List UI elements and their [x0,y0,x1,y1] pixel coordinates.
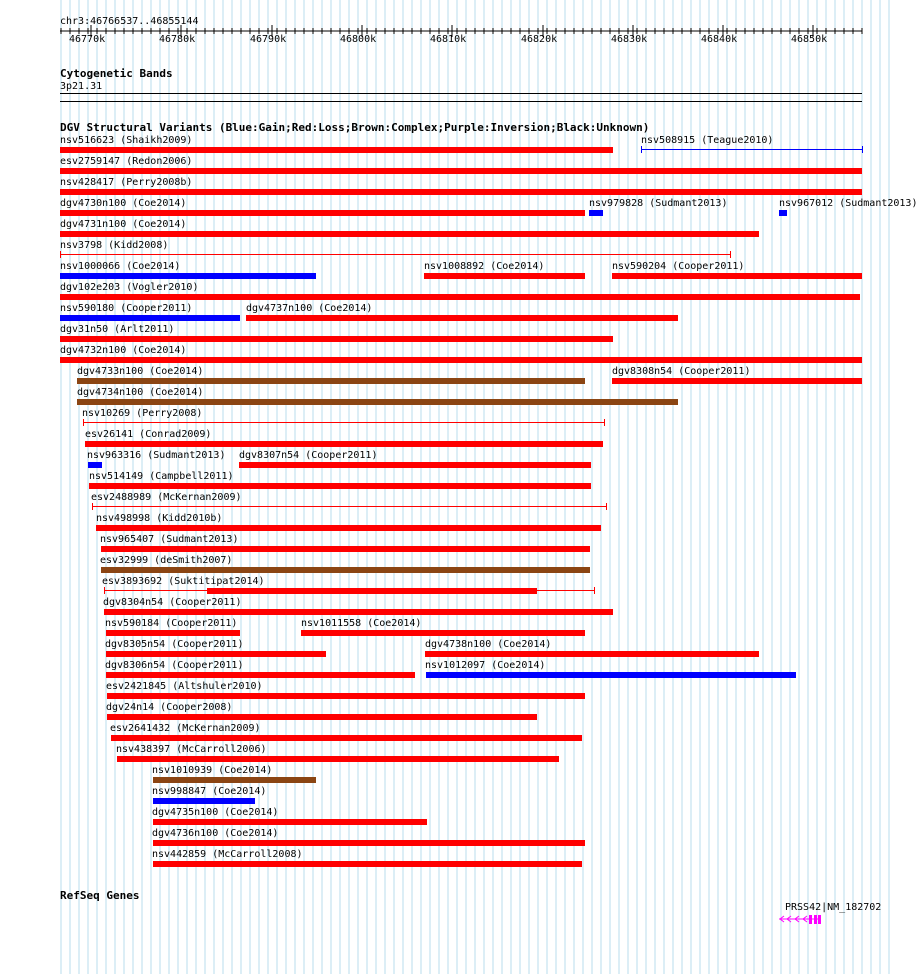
variant-label[interactable]: nsv1011558 (Coe2014) [301,618,422,629]
variant-bar[interactable] [153,819,427,825]
track-divider [60,101,862,102]
variant-bar[interactable] [111,735,582,741]
variant-bar[interactable] [106,672,415,678]
variant-bar[interactable] [92,506,606,507]
ruler-tick-label: 46820k [521,34,558,45]
variant-bar[interactable] [246,315,678,321]
variant-bar[interactable] [101,567,590,573]
variant-bar[interactable] [425,651,759,657]
gene-label[interactable]: PRSS42|NM_182702 [785,902,882,913]
variant-end-tick [604,419,605,426]
variant-label[interactable]: nsv979828 (Sudmant2013) [589,198,728,209]
variant-label[interactable]: nsv1010939 (Coe2014) [152,765,273,776]
variant-bar[interactable] [153,861,582,867]
variant-bar[interactable] [60,336,613,342]
variant-label[interactable]: esv26141 (Conrad2009) [85,429,212,440]
variant-bar[interactable] [60,254,730,255]
position-label: chr3:46766537..46855144 [60,16,199,27]
variant-label[interactable]: nsv1008892 (Coe2014) [424,261,545,272]
variant-label[interactable]: nsv498998 (Kidd2010b) [96,513,223,524]
variant-label[interactable]: dgv4732n100 (Coe2014) [60,345,187,356]
variant-bar[interactable] [107,714,537,720]
variant-end-tick [606,503,607,510]
variant-bar[interactable] [77,378,585,384]
variant-label[interactable]: dgv4731n100 (Coe2014) [60,219,187,230]
variant-label[interactable]: dgv8308n54 (Cooper2011) [612,366,751,377]
variant-bar[interactable] [106,651,326,657]
variant-end-tick [641,146,642,153]
variant-bar[interactable] [60,273,316,279]
variant-bar[interactable] [779,210,787,216]
variant-label[interactable]: dgv8305n54 (Cooper2011) [105,639,244,650]
variant-label[interactable]: nsv428417 (Perry2008b) [60,177,193,188]
variant-bar[interactable] [239,462,591,468]
variant-bar[interactable] [101,546,590,552]
variant-bar[interactable] [77,399,678,405]
variant-label[interactable]: dgv31n50 (Arlt2011) [60,324,175,335]
variant-bar[interactable] [612,273,862,279]
ruler-tick-label: 46780k [159,34,196,45]
variant-bar[interactable] [589,210,603,216]
variant-end-tick [92,503,93,510]
variant-label[interactable]: dgv24n14 (Cooper2008) [106,702,233,713]
variant-bar[interactable] [424,273,585,279]
variant-label[interactable]: dgv4737n100 (Coe2014) [246,303,373,314]
variant-label[interactable]: nsv438397 (McCarroll2006) [116,744,267,755]
cytoband-line [60,93,862,94]
variant-bar[interactable] [106,630,240,636]
variant-bar[interactable] [612,378,862,384]
ruler-tick-label: 46830k [611,34,648,45]
variant-label[interactable]: dgv4734n100 (Coe2014) [77,387,204,398]
variant-label[interactable]: nsv590184 (Cooper2011) [105,618,238,629]
variant-bar[interactable] [60,168,862,174]
variant-label[interactable]: nsv1012097 (Coe2014) [425,660,546,671]
refseq-track-title[interactable]: RefSeq Genes [60,889,140,902]
variant-label[interactable]: esv2641432 (McKernan2009) [110,723,261,734]
variant-label[interactable]: nsv442859 (McCarroll2008) [152,849,303,860]
variant-bar[interactable] [207,588,537,594]
variant-bar[interactable] [117,756,559,762]
variant-label[interactable]: nsv590204 (Cooper2011) [612,261,745,272]
variant-label[interactable]: nsv514149 (Campbell2011) [89,471,234,482]
variant-bar[interactable] [83,422,604,423]
variant-label[interactable]: nsv10269 (Perry2008) [82,408,203,419]
variant-bar[interactable] [641,149,862,150]
variant-bar[interactable] [60,189,862,195]
variant-label[interactable]: nsv3798 (Kidd2008) [60,240,169,251]
cytoband-track-title[interactable]: Cytogenetic Bands [60,67,173,80]
variant-label[interactable]: nsv590180 (Cooper2011) [60,303,193,314]
ruler-tick-label: 46800k [340,34,377,45]
variant-label[interactable]: esv3893692 (Suktitipat2014) [102,576,265,587]
variant-label[interactable]: esv2488989 (McKernan2009) [91,492,242,503]
dgv-track-title[interactable]: DGV Structural Variants (Blue:Gain;Red:Loss;Brown:Complex;Purple:Inversion;Black:Unknown) [60,121,650,134]
variant-bar[interactable] [85,441,603,447]
variant-label[interactable]: dgv4733n100 (Coe2014) [77,366,204,377]
variant-bar[interactable] [60,210,585,216]
variant-bar[interactable] [89,483,591,489]
variant-end-tick [60,251,61,258]
variant-bar[interactable] [153,777,316,783]
variant-bar[interactable] [60,147,613,153]
variant-label[interactable]: nsv1000066 (Coe2014) [60,261,181,272]
cytoband-label: 3p21.31 [60,81,103,92]
variant-bar[interactable] [107,693,585,699]
variant-end-tick [594,587,595,594]
variant-label[interactable]: esv2759147 (Redon2006) [60,156,193,167]
variant-label[interactable]: dgv4736n100 (Coe2014) [152,828,279,839]
variant-label[interactable]: dgv4735n100 (Coe2014) [152,807,279,818]
variant-label[interactable]: dgv4730n100 (Coe2014) [60,198,187,209]
variant-bar[interactable] [60,315,240,321]
variant-label[interactable]: nsv965407 (Sudmant2013) [100,534,239,545]
variant-label[interactable]: dgv8306n54 (Cooper2011) [105,660,244,671]
variant-label[interactable]: dgv102e203 (Vogler2010) [60,282,199,293]
ruler-tick-label: 46810k [430,34,467,45]
variant-bar[interactable] [153,798,255,804]
variant-label[interactable]: dgv8304n54 (Cooper2011) [103,597,242,608]
variant-bar[interactable] [88,462,102,468]
variant-end-tick [730,251,731,258]
variant-end-tick [83,419,84,426]
variant-label[interactable]: dgv8307n54 (Cooper2011) [239,450,378,461]
variant-end-tick [104,587,105,594]
variant-label[interactable]: dgv4738n100 (Coe2014) [425,639,552,650]
variant-bar[interactable] [153,840,585,846]
ruler-tick-label: 46850k [791,34,828,45]
variant-bar[interactable] [96,525,601,531]
variant-label[interactable]: esv2421845 (Altshuler2010) [106,681,263,692]
variant-label[interactable]: nsv508915 (Teague2010) [641,135,774,146]
variant-end-tick [862,146,863,153]
variant-label[interactable]: esv32999 (deSmith2007) [100,555,233,566]
variant-label[interactable]: nsv963316 (Sudmant2013) [87,450,226,461]
ruler-tick-label: 46840k [701,34,738,45]
gene-model[interactable] [776,912,826,926]
variant-label[interactable]: nsv998847 (Coe2014) [152,786,267,797]
variant-bar[interactable] [60,357,862,363]
variant-bar[interactable] [301,630,585,636]
ruler-tick-label: 46790k [250,34,287,45]
variant-bar[interactable] [104,609,613,615]
variant-bar[interactable] [60,294,860,300]
variant-label[interactable]: nsv516623 (Shaikh2009) [60,135,193,146]
variant-bar[interactable] [60,231,759,237]
ruler-tick-label: 46770k [69,34,106,45]
variant-label[interactable]: nsv967012 (Sudmant2013) [779,198,917,209]
variant-bar[interactable] [426,672,796,678]
